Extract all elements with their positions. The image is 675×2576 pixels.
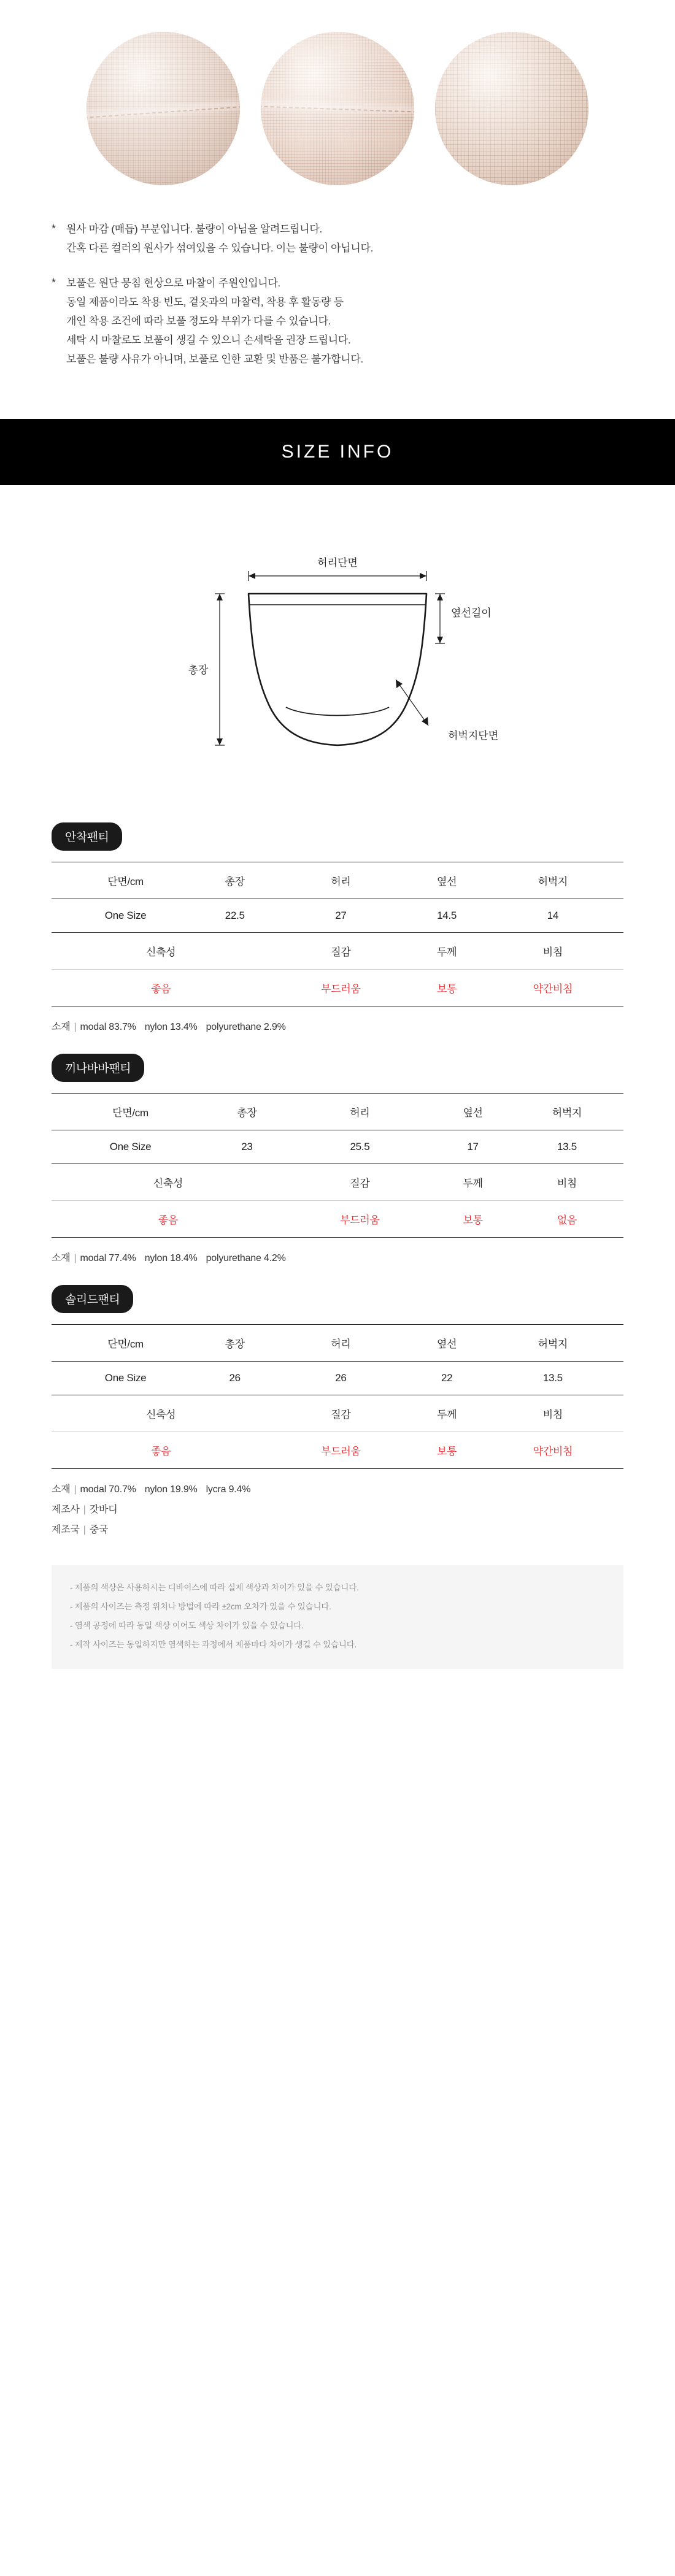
panty-diagram-svg — [117, 523, 558, 781]
caution-line: - 제품의 색상은 사용하시는 디바이스에 따라 실제 색상과 차이가 있을 수 있습니다. — [70, 1583, 359, 1592]
notice-line: 보풀은 원단 뭉침 현상으로 마찰이 주원인입니다. — [66, 277, 280, 289]
cell: 13.5 — [482, 1362, 623, 1395]
prop-value: 좋음 — [52, 970, 270, 1006]
caution-line: - 염색 공정에 따라 동일 색상 이어도 색상 차이가 있을 수 있습니다. — [70, 1621, 304, 1630]
photo-vignette — [261, 32, 414, 185]
divider: | — [74, 1484, 77, 1495]
table-row — [52, 1362, 623, 1395]
cell: 14.5 — [412, 899, 482, 933]
prop-header: 신축성 — [52, 1395, 270, 1432]
table-row — [52, 970, 623, 1006]
notice-body-2 — [66, 274, 623, 369]
cell: 14 — [482, 899, 623, 933]
cell: 26 — [270, 1362, 411, 1395]
divider: | — [83, 1525, 86, 1535]
prop-header: 비침 — [482, 933, 623, 970]
product-name-tag-3: 솔리드팬티 — [52, 1285, 133, 1313]
col-header: 옆선 — [412, 1325, 482, 1362]
material-value: modal 77.4% — [80, 1253, 136, 1263]
label-waist: 허리단면 — [317, 557, 358, 569]
col-header: 총장 — [209, 1094, 285, 1130]
fabric-photo-2 — [261, 32, 414, 185]
notice-line: 세탁 시 마찰로도 보풀이 생길 수 있으니 손세탁을 권장 드립니다. — [66, 334, 351, 346]
material-value: polyurethane 4.2% — [206, 1253, 286, 1263]
divider: | — [74, 1022, 77, 1032]
size-info-banner — [0, 419, 675, 485]
divider: | — [83, 1505, 86, 1515]
prop-value: 부드러움 — [270, 970, 411, 1006]
prop-value: 약간비침 — [482, 1432, 623, 1469]
table-row — [52, 1201, 623, 1238]
maker-label: 제조사 — [52, 1505, 80, 1515]
fabric-photo-row — [0, 0, 675, 201]
table-row — [52, 933, 623, 970]
col-header: 옆선 — [412, 862, 482, 899]
notice-line: 보풀은 불량 사유가 아니며, 보풀로 인한 교환 및 반품은 불가합니다. — [66, 353, 363, 365]
prop-header: 비침 — [511, 1164, 623, 1201]
prop-value: 좋음 — [52, 1432, 270, 1469]
col-header: 허벅지 — [482, 1325, 623, 1362]
prop-header: 두께 — [412, 1395, 482, 1432]
prop-header: 신축성 — [52, 933, 270, 970]
prop-value: 부드러움 — [285, 1201, 435, 1238]
origin-line — [52, 1522, 623, 1536]
label-side-length: 옆선길이 — [451, 607, 492, 619]
product-block-2 — [0, 1054, 675, 1264]
table-row — [52, 899, 623, 933]
material-value: polyurethane 2.9% — [206, 1022, 286, 1032]
prop-header: 질감 — [285, 1164, 435, 1201]
label-total-length: 총장 — [188, 664, 209, 676]
col-header: 허리 — [270, 862, 411, 899]
origin-label: 제조국 — [52, 1525, 80, 1535]
label-thigh: 허벅지단면 — [448, 730, 499, 742]
col-header: 단면/cm — [52, 862, 199, 899]
caution-line: - 제품의 사이즈는 측정 위치나 방법에 따라 ±2cm 오차가 있을 수 있습니다. — [70, 1602, 331, 1611]
caution-line: - 제작 사이즈는 동일하지만 염색하는 과정에서 제품마다 차이가 생길 수 있습니다. — [70, 1640, 357, 1649]
prop-header: 두께 — [412, 933, 482, 970]
material-label: 소재 — [52, 1484, 71, 1495]
cell: 25.5 — [285, 1130, 435, 1164]
prop-header: 질감 — [270, 1395, 411, 1432]
material-line-2 — [52, 1250, 623, 1264]
material-value: modal 83.7% — [80, 1022, 136, 1032]
col-header: 단면/cm — [52, 1325, 199, 1362]
divider: | — [74, 1253, 77, 1263]
prop-value: 없음 — [511, 1201, 623, 1238]
measurement-diagram — [0, 485, 675, 802]
material-label: 소재 — [52, 1253, 71, 1263]
fabric-photo-1 — [87, 32, 240, 185]
notice-marker: * — [52, 223, 56, 235]
prop-value: 좋음 — [52, 1201, 285, 1238]
material-value: modal 70.7% — [80, 1484, 136, 1495]
cell: 22.5 — [199, 899, 270, 933]
notice-marker: * — [52, 277, 56, 289]
table-row — [52, 1395, 623, 1432]
prop-value: 약간비침 — [482, 970, 623, 1006]
cell: 17 — [435, 1130, 511, 1164]
material-line-1 — [52, 1019, 623, 1033]
product-name-tag-1: 안착팬티 — [52, 822, 122, 851]
col-header: 허벅지 — [482, 862, 623, 899]
size-table-3 — [52, 1324, 623, 1469]
col-header: 허리 — [285, 1094, 435, 1130]
prop-header: 비침 — [482, 1395, 623, 1432]
material-value: nylon 18.4% — [144, 1253, 198, 1263]
col-header: 허벅지 — [511, 1094, 623, 1130]
col-header: 총장 — [199, 862, 270, 899]
cell: 22 — [412, 1362, 482, 1395]
cell: One Size — [52, 899, 199, 933]
size-info-title: SIZE INFO — [281, 442, 394, 462]
photo-vignette — [435, 32, 588, 185]
prop-value: 보통 — [412, 1432, 482, 1469]
cell: 23 — [209, 1130, 285, 1164]
material-value: lycra 9.4% — [206, 1484, 251, 1495]
prop-value: 부드러움 — [270, 1432, 411, 1469]
material-label: 소재 — [52, 1022, 71, 1032]
prop-value: 보통 — [412, 970, 482, 1006]
col-header: 허리 — [270, 1325, 411, 1362]
material-line-3 — [52, 1481, 623, 1495]
prop-value: 보통 — [435, 1201, 511, 1238]
size-table-2 — [52, 1093, 623, 1238]
material-value: nylon 13.4% — [144, 1022, 198, 1032]
product-name-tag-2: 끼나바바팬티 — [52, 1054, 144, 1082]
maker-line — [52, 1501, 623, 1516]
origin-value: 중국 — [89, 1525, 109, 1535]
maker-value: 갓바디 — [89, 1505, 118, 1515]
col-header: 옆선 — [435, 1094, 511, 1130]
prop-header: 신축성 — [52, 1164, 285, 1201]
table-row — [52, 1164, 623, 1201]
col-header: 총장 — [199, 1325, 270, 1362]
notice-item-1 — [52, 220, 623, 258]
notice-section — [0, 201, 675, 419]
cell: One Size — [52, 1130, 209, 1164]
material-value: nylon 19.9% — [144, 1484, 198, 1495]
table-row — [52, 1432, 623, 1469]
table-row — [52, 1130, 623, 1164]
cell: One Size — [52, 1362, 199, 1395]
cell: 27 — [270, 899, 411, 933]
photo-vignette — [87, 32, 240, 185]
cell: 13.5 — [511, 1130, 623, 1164]
notice-line: 원사 마감 (매듭) 부분입니다. 불량이 아님을 알려드립니다. — [66, 223, 322, 235]
size-table-1 — [52, 862, 623, 1006]
col-header: 단면/cm — [52, 1094, 209, 1130]
notice-line: 개인 착용 조건에 따라 보풀 정도와 부위가 다를 수 있습니다. — [66, 315, 331, 327]
notice-item-2 — [52, 274, 623, 369]
caution-box — [52, 1565, 623, 1669]
prop-header: 두께 — [435, 1164, 511, 1201]
product-block-3 — [0, 1285, 675, 1536]
fabric-photo-3 — [435, 32, 588, 185]
cell: 26 — [199, 1362, 270, 1395]
notice-body-1 — [66, 220, 623, 258]
notice-line: 동일 제품이라도 착용 빈도, 겉옷과의 마찰력, 착용 후 활동량 등 — [66, 296, 344, 308]
notice-line: 간혹 다른 컬러의 원사가 섞여있을 수 있습니다. 이는 불량이 아닙니다. — [66, 242, 374, 254]
product-block-1 — [0, 822, 675, 1033]
prop-header: 질감 — [270, 933, 411, 970]
